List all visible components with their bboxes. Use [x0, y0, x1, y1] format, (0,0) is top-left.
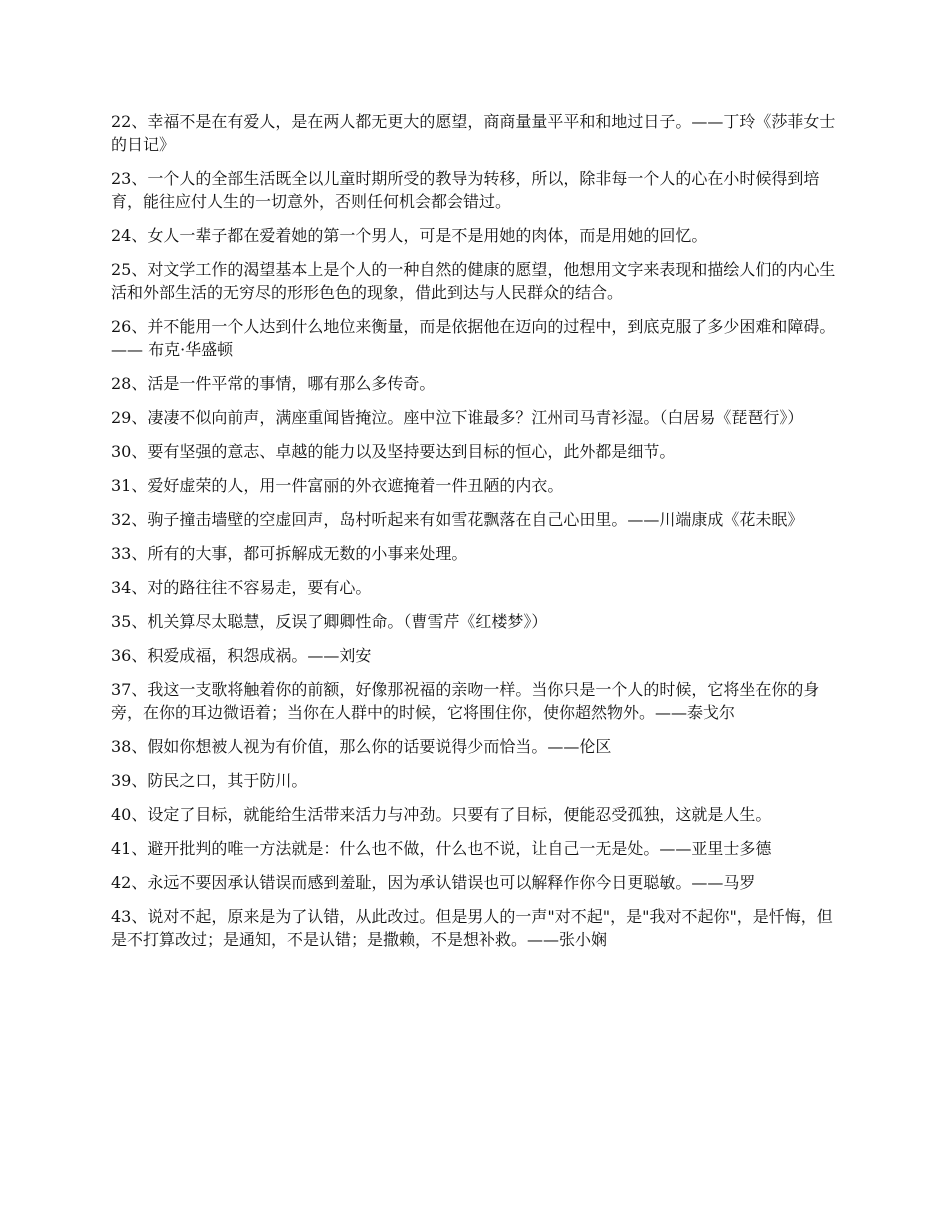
quote-paragraph: 29、凄凄不似向前声，满座重闻皆掩泣。座中泣下谁最多？江州司马青衫湿。（白居易《琵琶行》）: [111, 408, 804, 427]
quote-paragraph: 26、并不能用一个人达到什么地位来衡量，而是依据他在迈向的过程中，到底克服了多少困难和障碍。—— 布克·华盛顿: [111, 317, 836, 359]
quote-paragraph: 30、要有坚强的意志、卓越的能力以及坚持要达到目标的恒心，此外都是细节。: [111, 442, 676, 461]
quote-paragraph: 35、机关算尽太聪慧，反误了卿卿性命。（曹雪芹《红楼梦》）: [111, 612, 548, 631]
document-page: [111, 110, 839, 962]
quote-paragraph: 23、一个人的全部生活既全以儿童时期所受的教导为转移，所以，除非每一个人的心在小时候得到培育，能往应付人生的一切意外，否则任何机会都会错过。: [111, 169, 820, 211]
quote-paragraph: 24、女人一辈子都在爱着她的第一个男人，可是不是用她的肉体，而是用她的回忆。: [111, 226, 708, 245]
quote-paragraph: 43、说对不起，原来是为了认错，从此改过。但是男人的一声"对不起"，是"我对不起你"，是忏悔，但是不打算改过；是通知，不是认错；是撒赖，不是想补救。——张小娴: [111, 907, 833, 949]
quote-paragraph: 28、活是一件平常的事情，哪有那么多传奇。: [111, 374, 436, 393]
quote-paragraph: 25、对文学工作的渴望基本上是个人的一种自然的健康的愿望，他想用文字来表现和描绘人们的内心生活和外部生活的无穷尽的形形色色的现象，借此到达与人民群众的结合。: [111, 260, 836, 302]
quote-paragraph: 32、驹子撞击墙壁的空虚回声，岛村听起来有如雪花飘落在自己心田里。——川端康成《花未眠》: [111, 510, 804, 529]
quote-paragraph: 31、爱好虚荣的人，用一件富丽的外衣遮掩着一件丑陋的内衣。: [111, 476, 564, 495]
quote-paragraph: 40、设定了目标，就能给生活带来活力与冲劲。只要有了目标，便能忍受孤独，这就是人生。: [111, 805, 772, 824]
quote-paragraph: 33、所有的大事，都可拆解成无数的小事来处理。: [111, 544, 468, 563]
quote-paragraph: 37、我这一支歌将触着你的前额，好像那祝福的亲吻一样。当你只是一个人的时候，它将坐在你的身旁，在你的耳边微语着；当你在人群中的时候，它将围住你，使你超然物外。——泰戈尔: [111, 680, 820, 722]
quote-paragraph: 41、避开批判的唯一方法就是：什么也不做，什么也不说，让自己一无是处。——亚里士多德: [111, 839, 772, 858]
quote-paragraph: 36、积爱成福，积怨成祸。——刘安: [111, 646, 372, 665]
quote-paragraph: 38、假如你想被人视为有价值，那么你的话要说得少而恰当。——伦区: [111, 737, 612, 756]
quote-paragraph: 39、防民之口，其于防川。: [111, 771, 308, 790]
quote-paragraph: 22、幸福不是在有爱人，是在两人都无更大的愿望，商商量量平平和和地过日子。——丁玲《莎菲女士的日记》: [111, 112, 836, 154]
quote-paragraph: 34、对的路往往不容易走，要有心。: [111, 578, 372, 597]
quote-paragraph: 42、永远不要因承认错误而感到羞耻，因为承认错误也可以解释作你今日更聪敏。——马罗: [111, 873, 756, 892]
